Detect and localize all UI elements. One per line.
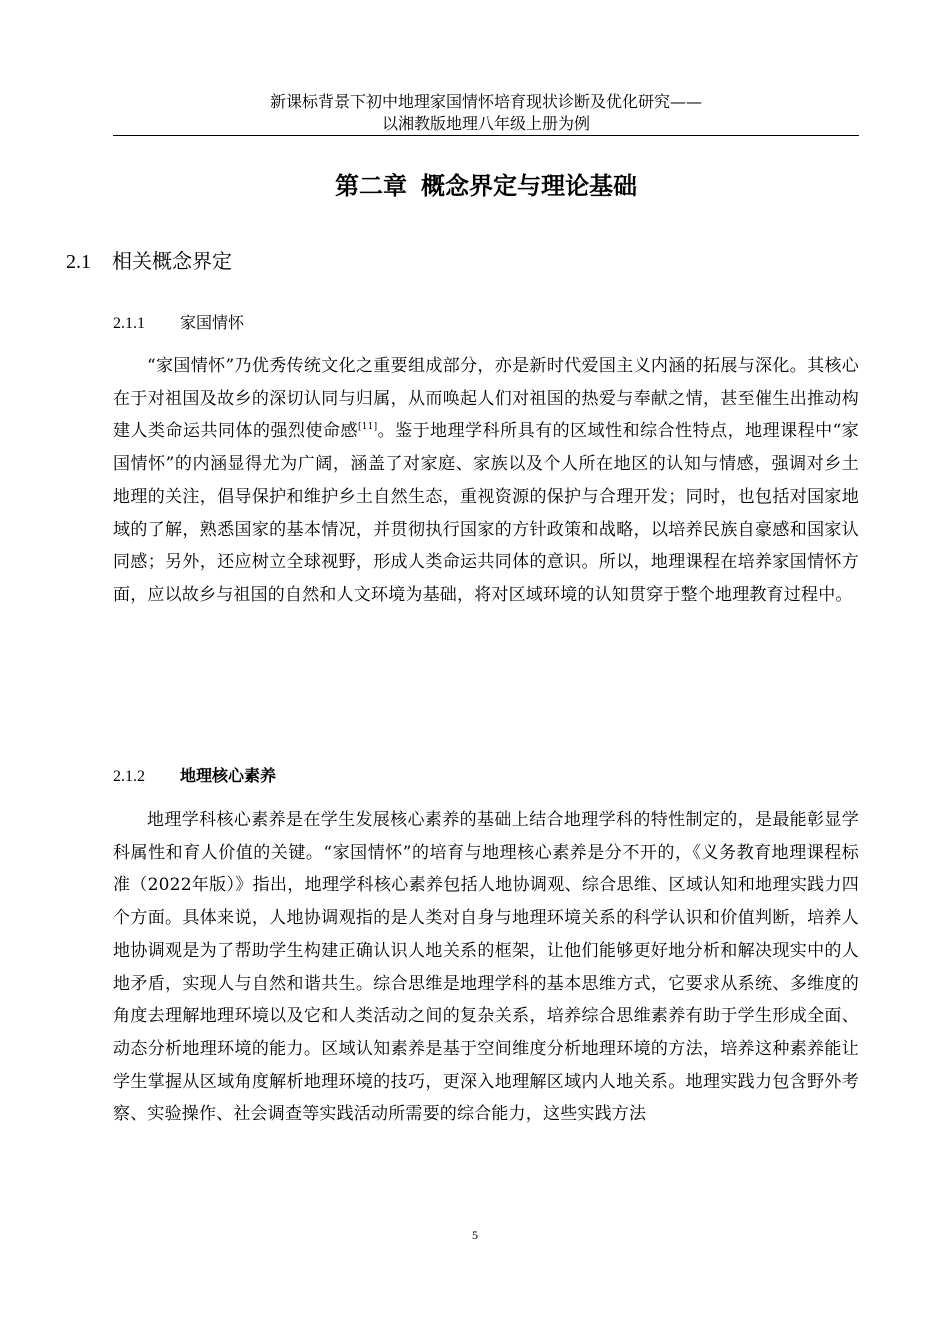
chapter-title [113,168,859,204]
body-paragraph-2: 地理学科核心素养是在学生发展核心素养的基础上结合地理学科的特性制定的，是最能彰显学科属性和育人价值的关键。“家国情怀”的培育与地理核心素养是分不开的，《义务教育地理课程标准（2022年版）》指出，地理学科核心素养包括人地协调观、综合思维、区域认知和地理实践力四个方面。具体来说，人地协调观指的是人类对自身与地理环境关系的科学认识和价值判断，培养人地协调观是为了帮助学生构建正确认识人地关系的框架，让他们能够更好地分析和解决现实中的人地矛盾，实现人与自然和谐共生。综合思维是地理学科的基本思维方式，它要求从系统、多维度的角度去理解地理环境以及它和人类活动之间的复杂关系，培养综合思维素养有助于学生形成全面、动态分析地理环境的能力。区域认知素养是基于空间维度分析地理环境的方法，培养这种素养能让学生掌握从区域角度解析地理环境的技巧，更深入地理解区域内人地关系。地理实践力包含野外考察、实验操作、社会调查等实践活动所需要的综合能力，这些实践方法 [113,810,859,1125]
header-line-2: 以湘教版地理八年级上册为例 [381,114,590,133]
paragraph-text: “家国情怀”乃优秀传统文化之重要组成部分，亦是新时代爱国主义内涵的拓展与深化。其核心在于对祖国及故乡的深切认同与归属，从而唤起人们对祖国的热爱与奉献之情，甚至催生出推动构建人类命运共同体的强烈使命感 [113,356,859,442]
paragraph-text: 。鉴于地理学科所具有的区域性和综合性特点，地理课程中“家国情怀”的内涵显得尤为广阔，涵盖了对家庭、家族以及个人所在地区的认知与情感，强调对乡土地理的关注，倡导保护和维护乡土自然生态，重视资源的保护与合理开发；同时，也包括对国家地域的了解，熟悉国家的基本情况，并贯彻执行国家的方针政策和战略，以培养民族自豪感和国家认同感；另外，还应树立全球视野，形成人类命运共同体的意识。所以，地理课程在培养家国情怀方面，应以故乡与祖国的自然和人文环境为基础，将对区域环境的认知贯穿于整个地理教育过程中。 [113,421,859,605]
section-title: 相关概念界定 [112,249,232,273]
subsection-title: 地理核心素养 [180,766,277,785]
subsection-heading-1 [113,310,244,337]
header-divider [113,135,859,136]
subsection-number: 2.1.1 [113,315,145,332]
section-number: 2.1 [66,251,91,273]
subsection-heading-2 [113,763,276,790]
citation-marker: [11] [358,422,378,433]
subsection-title: 家国情怀 [180,313,245,332]
subsection-number: 2.1.2 [113,768,145,785]
page-number: 5 [472,1228,478,1242]
chapter-title-text: 概念界定与理论基础 [421,172,637,200]
header-line-1: 新课标背景下初中地理家国情怀培育现状诊断及优化研究—— [269,92,702,111]
chapter-number: 第二章 [335,172,407,200]
running-header [113,91,859,135]
section-heading [66,245,232,278]
body-paragraph-1 [113,350,859,612]
